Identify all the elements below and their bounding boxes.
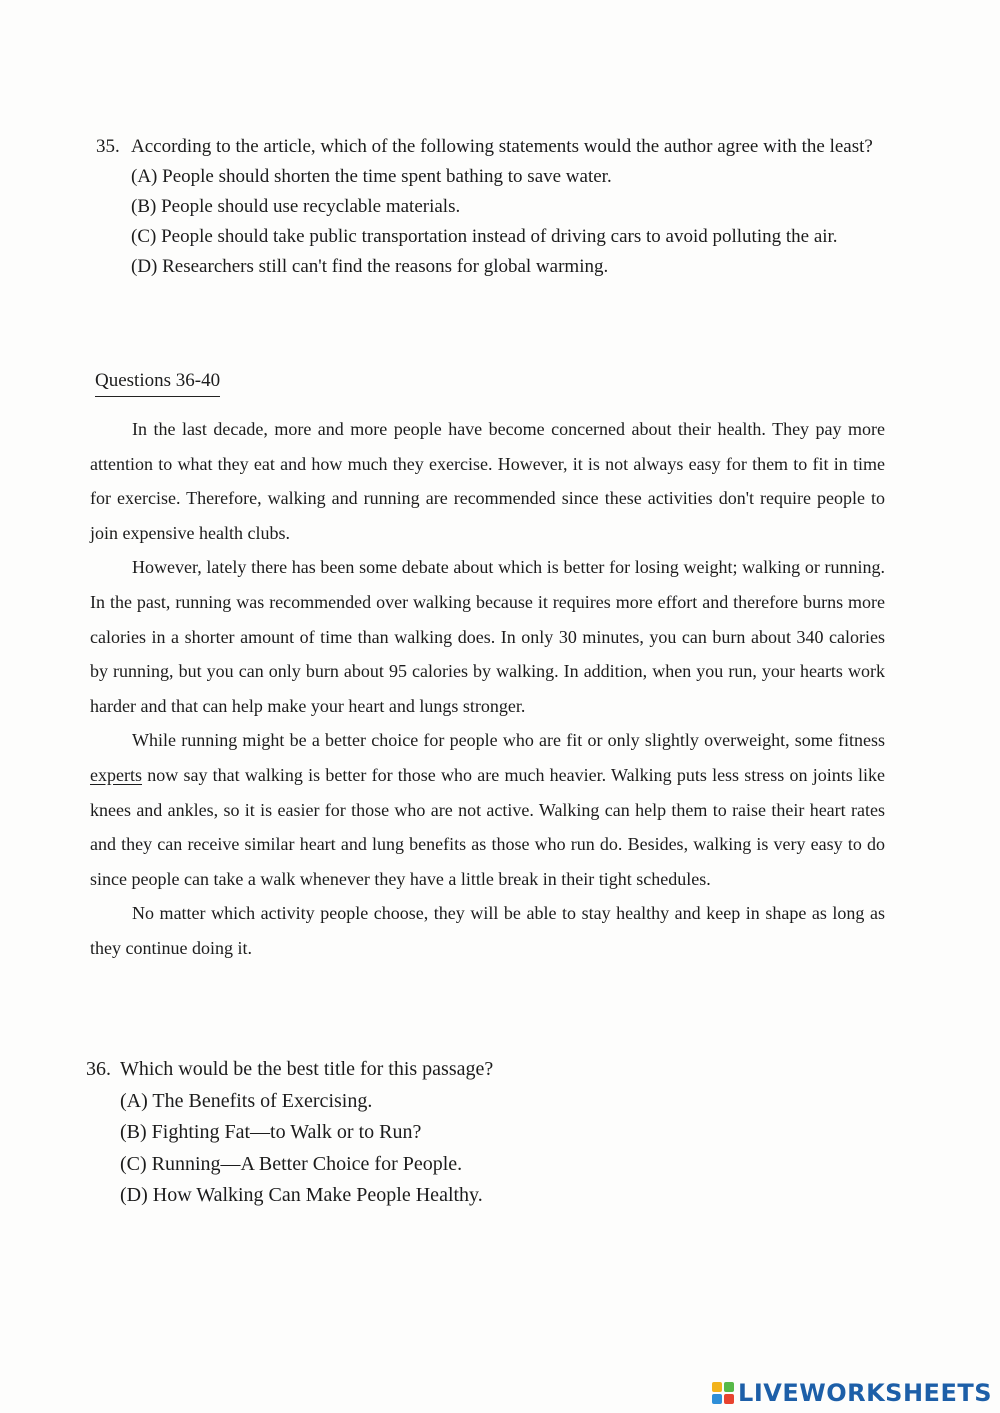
- reading-passage: [90, 412, 885, 966]
- question-stem: Which would be the best title for this passage?: [120, 1058, 494, 1080]
- option-c: (C) Running—A Better Choice for People.: [120, 1152, 463, 1175]
- question-body: [131, 132, 886, 282]
- option-a: (A) The Benefits of Exercising.: [120, 1089, 373, 1112]
- question-35: [96, 132, 886, 282]
- question-number: 36.: [86, 1058, 111, 1080]
- option-d: (D) How Walking Can Make People Healthy.: [120, 1184, 483, 1206]
- option-b: (B) Fighting Fat—to Walk or to Run?: [120, 1121, 422, 1143]
- question-number: 35.: [96, 136, 120, 157]
- question-stem: According to the article, which of the following statements would the author agree with the least?: [131, 136, 873, 157]
- question-36: [86, 1054, 786, 1212]
- option-b: (B) People should use recyclable materials.: [131, 196, 461, 217]
- logo-square: [724, 1394, 734, 1404]
- paragraph-1: In the last decade, more and more people have become concerned about their health. They pay more attention to what they eat and how much they exercise. However, it is not always easy for them to fit in time for exercise. Therefore, walking and running are recommended since these activities don't require people to join expensive health clubs.: [90, 419, 885, 543]
- logo-square: [724, 1382, 734, 1392]
- paragraph-3-part-2: now say that walking is better for those who are much heavier. Walking puts less stress on joints like knees and ankles, so it is easier for those who are not active. Walking can help them to raise their heart rates and they can receive similar heart and lung benefits as those who run do. Besides, walking is very easy to do since people can take a walk whenever they have a little break in their tight schedules.: [90, 764, 885, 889]
- logo-square: [712, 1382, 722, 1392]
- section-heading: Questions 36-40: [95, 367, 220, 397]
- underlined-word: experts: [90, 764, 142, 785]
- paragraph-2: However, lately there has been some debate about which is better for losing weight; walking or running. In the past, running was recommended over walking because it requires more effort and therefore burns more calories in a shorter amount of time than walking does. In only 30 minutes, you can burn about 340 calories by running, but you can only burn about 95 calories by walking. In addition, when you run, your hearts work harder and that can help make your heart and lungs stronger.: [90, 557, 885, 716]
- watermark-text: LIVEWORKSHEETS: [738, 1379, 992, 1407]
- option-d: (D) Researchers still can't find the reasons for global warming.: [131, 256, 609, 277]
- paragraph-3: [90, 723, 885, 896]
- option-c: (C) People should take public transportation instead of driving cars to avoid polluting the air.: [131, 226, 838, 247]
- paragraph-3-part-1: While running might be a better choice for people who are fit or only slightly overweight, some fitness: [132, 730, 885, 751]
- option-a: (A) People should shorten the time spent bathing to save water.: [131, 166, 612, 187]
- liveworksheets-watermark: [712, 1379, 992, 1407]
- liveworksheets-logo-icon: [712, 1382, 734, 1404]
- paragraph-4: No matter which activity people choose, they will be able to stay healthy and keep in shape as long as they continue doing it.: [90, 903, 885, 958]
- question-body: [120, 1054, 786, 1212]
- logo-square: [712, 1394, 722, 1404]
